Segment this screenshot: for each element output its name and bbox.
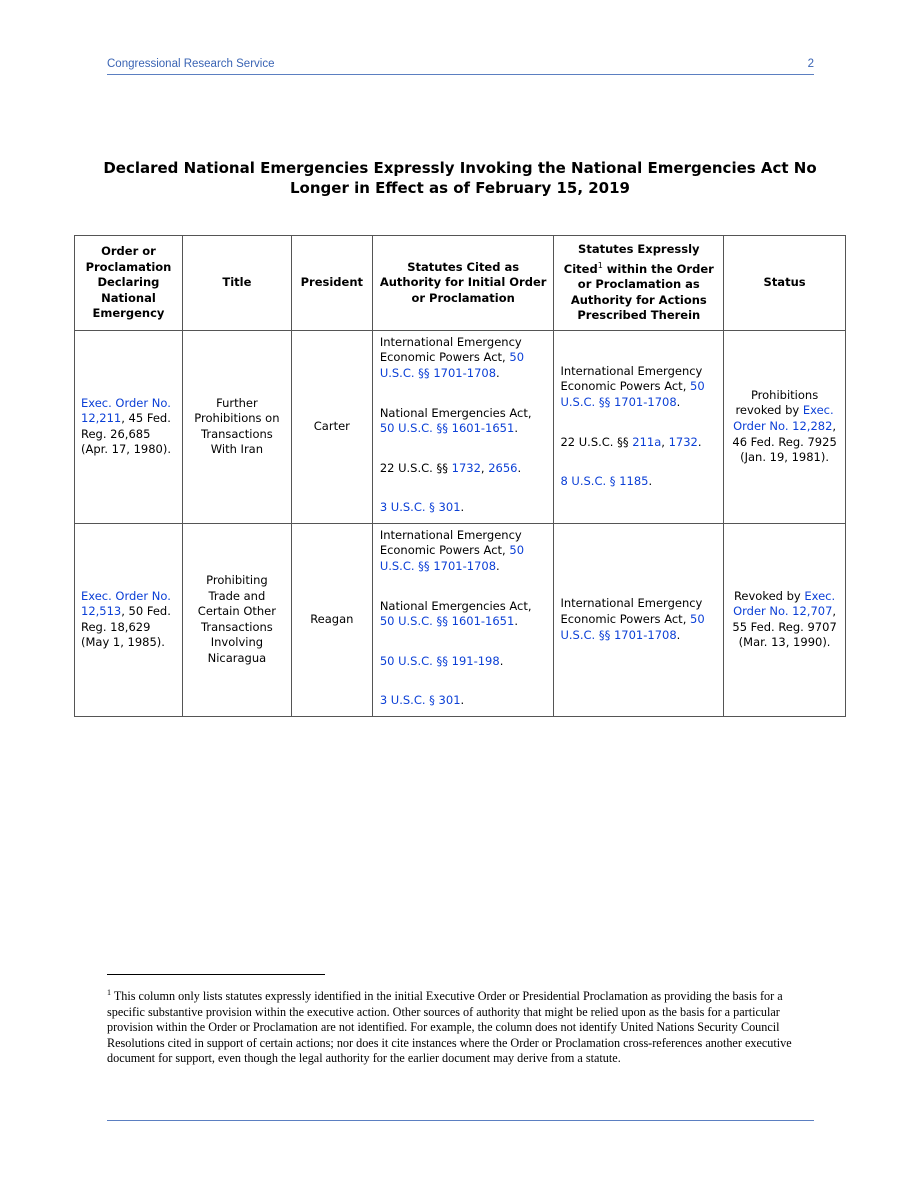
footer-divider (107, 1120, 814, 1121)
statute-entry: 3 U.S.C. § 301. (379, 500, 465, 515)
statute-text: International Emergency Economic Powers Act, (379, 334, 522, 365)
statute-separator: , (661, 434, 669, 449)
order-cell (75, 523, 183, 716)
header-page-number: 2 (807, 58, 814, 70)
footnote-marker-ref: 1 (597, 260, 603, 270)
statute-entry: 50 U.S.C. §§ 191-198. (379, 653, 504, 668)
status-text: Prohibitions revoked by (735, 387, 819, 418)
header-statutes-cited: Statutes Cited as Authority for Initial Order or Proclamation (372, 236, 554, 331)
statute-entry: International Emergency Economic Powers Act, 50 U.S.C. §§ 1701-1708. (379, 527, 525, 573)
table-row (75, 330, 846, 523)
status-cell (724, 523, 846, 716)
statute-link[interactable]: 50 U.S.C. §§ 1701-1708 (560, 379, 705, 409)
status-link[interactable]: Exec. Order No. 12,707 (733, 588, 836, 619)
order-citation: , 50 Fed. Reg. 18,629 (May 1, 1985). (81, 604, 171, 650)
footnote-divider (107, 974, 325, 975)
emergencies-table (74, 235, 846, 717)
statutes-cited-cell (372, 523, 554, 716)
statute-link[interactable]: 50 U.S.C. §§ 1601-1651 (379, 614, 515, 629)
table-header-row (75, 236, 846, 331)
statute-link[interactable]: 2656 (488, 460, 518, 475)
statute-text: International Emergency Economic Powers Act, (560, 596, 703, 626)
statute-link[interactable]: 50 U.S.C. §§ 191-198 (379, 653, 500, 668)
header-title: Title (182, 236, 291, 331)
header-statutes-expressly-post: within the Order or Proclamation as Authority for Actions Prescribed Therein (570, 261, 714, 323)
statute-text: International Emergency Economic Powers Act, (560, 363, 703, 394)
footnote-marker: 1 (107, 988, 111, 997)
statute-link[interactable]: 50 U.S.C. §§ 1701-1708 (379, 350, 525, 380)
president-cell: Reagan (291, 523, 372, 716)
statute-entry: National Emergencies Act, 50 U.S.C. §§ 1601-1651. (379, 405, 532, 436)
statutes-expressly-cell (554, 330, 724, 523)
statute-link[interactable]: 1732 (451, 460, 481, 475)
statute-entry: 22 U.S.C. §§ 211a, 1732. (560, 434, 702, 449)
header-statutes-expressly-pre: Statutes Expressly Cited (563, 242, 700, 276)
statute-entry: 8 U.S.C. § 1185. (560, 474, 653, 489)
statute-text: International Emergency Economic Powers Act, (379, 527, 522, 558)
header-statutes-expressly (554, 236, 724, 331)
statute-link[interactable]: 50 U.S.C. §§ 1701-1708 (379, 543, 525, 573)
footnote (107, 985, 814, 1067)
title-cell: Prohibiting Trade and Certain Other Transactions Involving Nicaragua (182, 523, 291, 716)
statute-text: 22 U.S.C. §§ (560, 434, 633, 449)
title-cell: Further Prohibitions on Transactions With Iran (182, 330, 291, 523)
statute-separator: , (480, 460, 489, 475)
status-citation: , 46 Fed. Reg. 7925 (Jan. 19, 1981). (732, 419, 837, 465)
statute-link[interactable]: 1732 (668, 434, 698, 449)
order-cell (75, 330, 183, 523)
president-cell: Carter (291, 330, 372, 523)
order-link[interactable]: Exec. Order No. 12,211 (81, 395, 171, 426)
statute-link[interactable]: 3 U.S.C. § 301 (379, 500, 461, 515)
status-link[interactable]: Exec. Order No. 12,282 (733, 403, 834, 433)
page-header (107, 58, 814, 75)
statute-text: 22 U.S.C. §§ (379, 460, 452, 475)
statute-link[interactable]: 8 U.S.C. § 1185 (560, 474, 649, 489)
statutes-expressly-cell (554, 523, 724, 716)
statute-link[interactable]: 50 U.S.C. §§ 1601-1651 (379, 421, 515, 436)
statute-entry: International Emergency Economic Powers Act, 50 U.S.C. §§ 1701-1708. (560, 596, 705, 642)
statute-entry: International Emergency Economic Powers Act, 50 U.S.C. §§ 1701-1708. (560, 363, 705, 409)
status-cell (724, 330, 846, 523)
footnote-text: This column only lists statutes expressly identified in the initial Executive Order or Presidential Proclamation as providing the basis for a specific substantive provision within the executive action. Other sources of authority that might be relied upon as the basis for a particular provision within the Order or Proclamation are not identified. For example, the column does not identify United Nations Security Council Resolutions cited in support of certain actions; nor does it cite instances where the Order or Proclamation cross-references another executive document for support, even though the legal authority for the earlier document may derive from a statute. (107, 989, 792, 1066)
statute-entry: National Emergencies Act, 50 U.S.C. §§ 1601-1651. (379, 598, 532, 629)
header-status: Status (724, 236, 846, 331)
order-link[interactable]: Exec. Order No. 12,513 (81, 588, 171, 619)
statute-entry: 3 U.S.C. § 301. (379, 693, 465, 708)
order-citation: , 45 Fed. Reg. 26,685 (Apr. 17, 1980). (81, 411, 171, 457)
header-president: President (291, 236, 372, 331)
statute-text: National Emergencies Act, (379, 598, 532, 613)
statute-link[interactable]: 211a (632, 434, 662, 449)
status-citation: , 55 Fed. Reg. 9707 (Mar. 13, 1990). (732, 604, 837, 650)
statutes-cited-cell (372, 330, 554, 523)
statute-entry: 22 U.S.C. §§ 1732, 2656. (379, 460, 522, 475)
table-title: Declared National Emergencies Expressly Invoking the National Emergencies Act No Longer in Effect as of February 15, 2019 (103, 159, 817, 197)
statute-entry: International Emergency Economic Powers Act, 50 U.S.C. §§ 1701-1708. (379, 334, 525, 380)
table-row (75, 523, 846, 716)
header-order: Order or Proclamation Declaring National Emergency (75, 236, 183, 331)
statute-link[interactable]: 50 U.S.C. §§ 1701-1708 (560, 612, 705, 642)
header-org-name: Congressional Research Service (107, 58, 275, 70)
status-text: Revoked by (733, 588, 805, 603)
statute-text: National Emergencies Act, (379, 405, 532, 420)
statute-link[interactable]: 3 U.S.C. § 301 (379, 693, 461, 708)
